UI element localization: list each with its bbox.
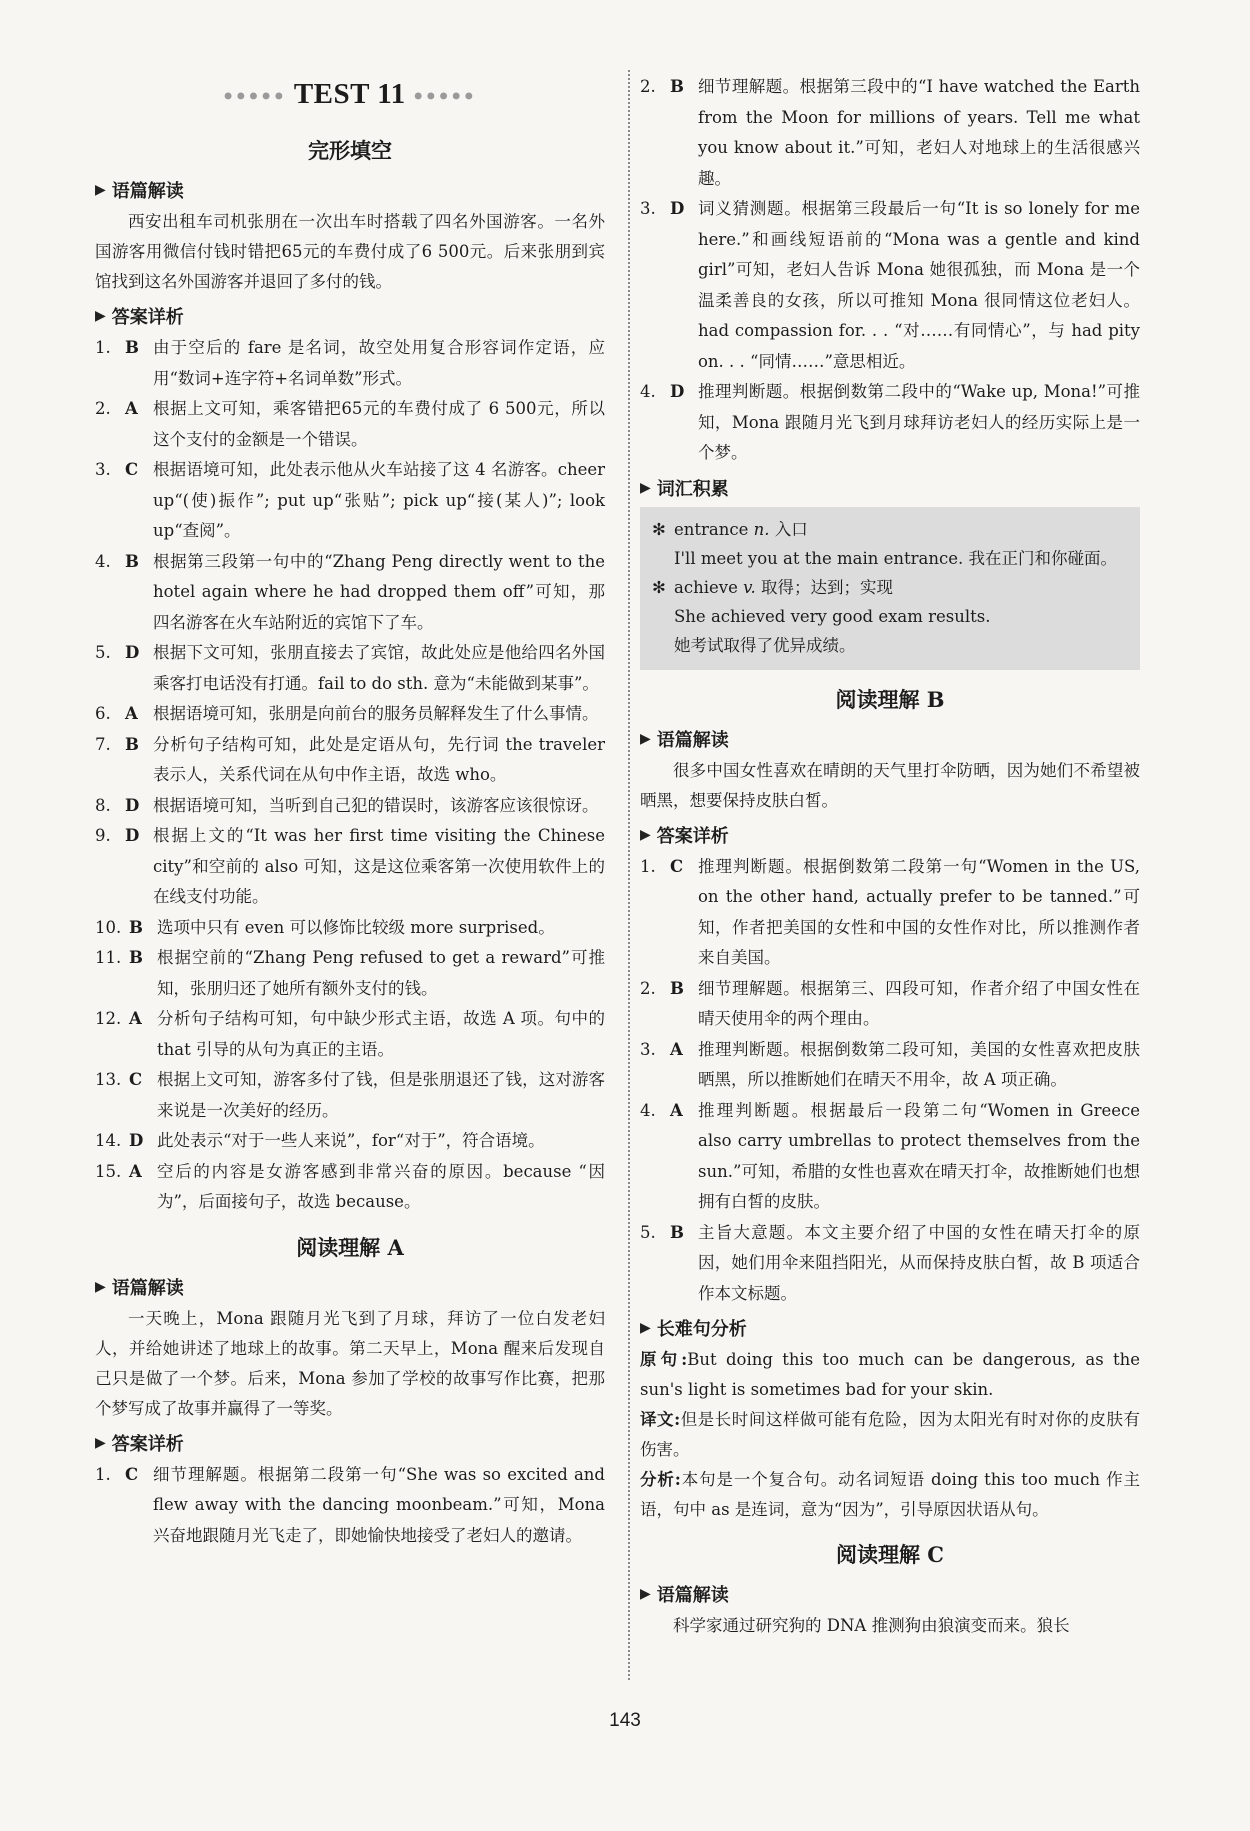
reading-b-passage: 很多中国女性喜欢在晴朗的天气里打伞防晒，因为她们不希望被晒黑，想要保持皮肤白皙。: [640, 760, 1140, 810]
answer-item: 4. B 根据第三段第一句中的“Zhang Peng directly went to the hotel again where he had dropped them off”可知，那四名游客在火车站附近的宾馆下了车。: [95, 551, 605, 632]
arrow-icon: ▶: [640, 479, 651, 496]
sentence-translation: 译文:但是长时间这样做可能有危险，因为太阳光有时对你的皮肤有伤害。: [640, 1410, 1140, 1459]
reading-b-title: 阅读理解 B: [835, 686, 945, 712]
answer-item: 13. C 根据上文可知，游客多付了钱，但是张朋退还了钱，这对游客来说是一次美好的经历。: [95, 1070, 605, 1120]
cloze-passage: 西安出租车司机张朋在一次出车时搭载了四名外国游客。一名外国游客用微信付钱时错把65元的车费付成了6 500元。后来张朋到宾馆找到这名外国游客并退回了多付的钱。: [95, 212, 605, 291]
reading-c-passage-heading: ▶ 语篇解读: [640, 1585, 729, 1606]
arrow-icon: ▶: [640, 730, 651, 747]
reading-b-passage-heading: ▶ 语篇解读: [640, 729, 729, 751]
reading-c-title: 阅读理解 C: [835, 1542, 945, 1567]
answer-item: 3. C 根据语境可知，此处表示他从火车站接了这 4 名游客。cheer up“(使)振作”; put up“张贴”; pick up“接(某人)”; look up“查阅”。: [95, 460, 605, 540]
answer-item: 6. A 根据语境可知，张朋是向前台的服务员解释发生了什么事情。: [95, 704, 599, 723]
cloze-answers-heading: ▶ 答案详析: [95, 307, 184, 328]
arrow-icon: ▶: [640, 1586, 651, 1602]
sentence-analysis-heading: ▶ 长难句分析: [640, 1319, 747, 1340]
vocab-example: She achieved very good exam results.: [674, 606, 991, 626]
reading-b-answers-heading: ▶ 答案详析: [640, 825, 729, 847]
answer-item: 2. B 细节理解题。根据第三段中的“I have watched the Earth from the Moon for millions of years. Tell me what you know about it.”可知，老妇人对地球上的生活很感兴趣。: [640, 77, 1140, 188]
arrow-icon: ▶: [95, 1434, 106, 1451]
test-title: ●●●●● TEST 11 ●●●●●: [223, 78, 477, 110]
answer-item: 2. A 根据上文可知，乘客错把65元的车费付成了 6 500元，所以这个支付的金额是一个错误。: [95, 399, 605, 449]
star-icon: ✻: [652, 519, 666, 539]
reading-a-title: 阅读理解 A: [296, 1234, 404, 1260]
arrow-icon: ▶: [640, 826, 651, 843]
answer-item: 1. B 由于空后的 fare 是名词，故空处用复合形容词作定语，应用“数词+连字符+名词单数”形式。: [95, 338, 605, 388]
reading-a-passage: 一天晚上，Mona 跟随月光飞到了月球，拜访了一位白发老妇人，并给她讲述了地球上的故事。第二天早上，Mona 醒来后发现自己只是做了一个梦。后来，Mona 参加了学校的故事写作比赛，把那个梦写成了故事并赢得了一等奖。: [95, 1308, 605, 1418]
answer-item: 1. C 推理判断题。根据倒数第二段第一句“Women in the US, on the other hand, actually prefer to be tanned.”可知，作者把美国的女性和中国的女性作对比，所以推测作者来自美国。: [640, 856, 1140, 967]
reading-c-passage: 科学家通过研究狗的 DNA 推测狗由狼演变而来。狼长: [673, 1616, 1070, 1635]
left-column: [95, 70, 605, 1551]
original-sentence: 原句:But doing this too much can be dangerous, as the sun's light is sometimes bad for your skin.: [640, 1350, 1141, 1399]
answer-item: 8. D 根据语境可知，当听到自己犯的错误时，该游客应该很惊讶。: [95, 795, 599, 815]
answer-item: 2. B 细节理解题。根据第三、四段可知，作者介绍了中国女性在晴天使用伞的两个理由。: [640, 978, 1140, 1028]
right-column: [640, 72, 1140, 1641]
vocab-heading: ▶ 词汇积累: [640, 478, 729, 500]
answer-item: 11. B 根据空前的“Zhang Peng refused to get a reward”可推知，张朋归还了她所有额外支付的钱。: [95, 948, 605, 998]
answer-item: 14. D 此处表示“对于一些人来说”，for“对于”，符合语境。: [95, 1131, 545, 1150]
vocab-box: [640, 507, 1140, 670]
arrow-icon: ▶: [640, 1320, 651, 1336]
arrow-icon: ▶: [95, 1278, 106, 1295]
vocab-example: I'll meet you at the main entrance. 我在正门和你碰面。: [674, 548, 1118, 568]
reading-a-passage-heading: ▶ 语篇解读: [95, 1277, 184, 1299]
answer-item: 4. D 推理判断题。根据倒数第二段中的“Wake up, Mona!”可推知，Mona 跟随月光飞到月球拜访老妇人的经历实际上是一个梦。: [640, 382, 1140, 462]
answer-item: 4. A 推理判断题。根据最后一段第二句“Women in Greece also carry umbrellas to protect themselves from the sun.”可知，希腊的女性也喜欢在晴天打伞，故推断她们也想拥有白皙的皮肤。: [640, 1100, 1140, 1211]
answer-item: 9. D 根据上文的“It was her first time visiting the Chinese city”和空前的 also 可知，这是这位乘客第一次使用软件上的在线支付功能。: [95, 826, 605, 906]
answer-item: 12. A 分析句子结构可知，句中缺少形式主语，故选 A 项。句中的 that 引导的从句为真正的主语。: [95, 1009, 605, 1059]
arrow-icon: ▶: [95, 308, 106, 324]
star-icon: ✻: [652, 577, 666, 597]
cloze-title: 完形填空: [308, 138, 392, 163]
answer-item: 7. B 分析句子结构可知，此处是定语从句，先行词 the traveler 表示人，关系代词在从句中作主语，故选 who。: [95, 734, 605, 784]
answer-item: 15. A 空后的内容是女游客感到非常兴奋的原因。because “因为”，后面接句子，故选 because。: [95, 1161, 605, 1211]
vocab-entry: ✻ entrance n. 入口: [652, 515, 1128, 544]
answer-item: 3. A 推理判断题。根据倒数第二段可知，美国的女性喜欢把皮肤晒黑，所以推断她们在晴天不用伞，故 A 项正确。: [640, 1039, 1140, 1089]
arrow-icon: ▶: [95, 182, 106, 198]
page-number: 143: [609, 1710, 641, 1731]
reading-a-answers-heading: ▶ 答案详析: [95, 1433, 184, 1455]
answer-item: 5. D 根据下文可知，张朋直接去了宾馆，故此处应是他给四名外国乘客打电话没有打通。fail to do sth. 意为“未能做到某事”。: [95, 643, 605, 693]
column-divider: [628, 70, 630, 1680]
cloze-answer-list: [95, 333, 605, 1218]
answer-item: 3. D 词义猜测题。根据第三段最后一句“It is so lonely for me here.”和画线短语前的“Mona was a gentle and kind girl”可知，老妇人告诉 Mona 她很孤独，而 Mona 是一个温柔善良的女孩，所以可推知 Mona 很同情这位老妇人。had compassion for. . . “对……有同情心”，与 had pity on. . . “同情……”意思相近。: [640, 199, 1140, 371]
answer-item: 1. C 细节理解题。根据第二段第一句“She was so excited and flew away with the dancing moonbeam.”可知，Mona 兴奋地跟随月光飞走了，即她愉快地接受了老妇人的邀请。: [95, 1464, 605, 1545]
vocab-example-translation: 她考试取得了优异成绩。: [674, 635, 856, 655]
answer-item: 5. B 主旨大意题。本文主要介绍了中国的女性在晴天打伞的原因，她们用伞来阻挡阳光，从而保持皮肤白皙，故 B 项适合作本文标题。: [640, 1222, 1140, 1303]
cloze-passage-heading: ▶ 语篇解读: [95, 181, 184, 202]
vocab-entry: ✻ achieve v. 取得；达到；实现: [652, 573, 1128, 602]
answer-item: 10. B 选项中只有 even 可以修饰比较级 more surprised。: [95, 917, 555, 937]
sentence-analysis: 分析:本句是一个复合句。动名词短语 doing this too much 作主语，句中 as 是连词，意为“因为”，引导原因状语从句。: [640, 1470, 1141, 1519]
